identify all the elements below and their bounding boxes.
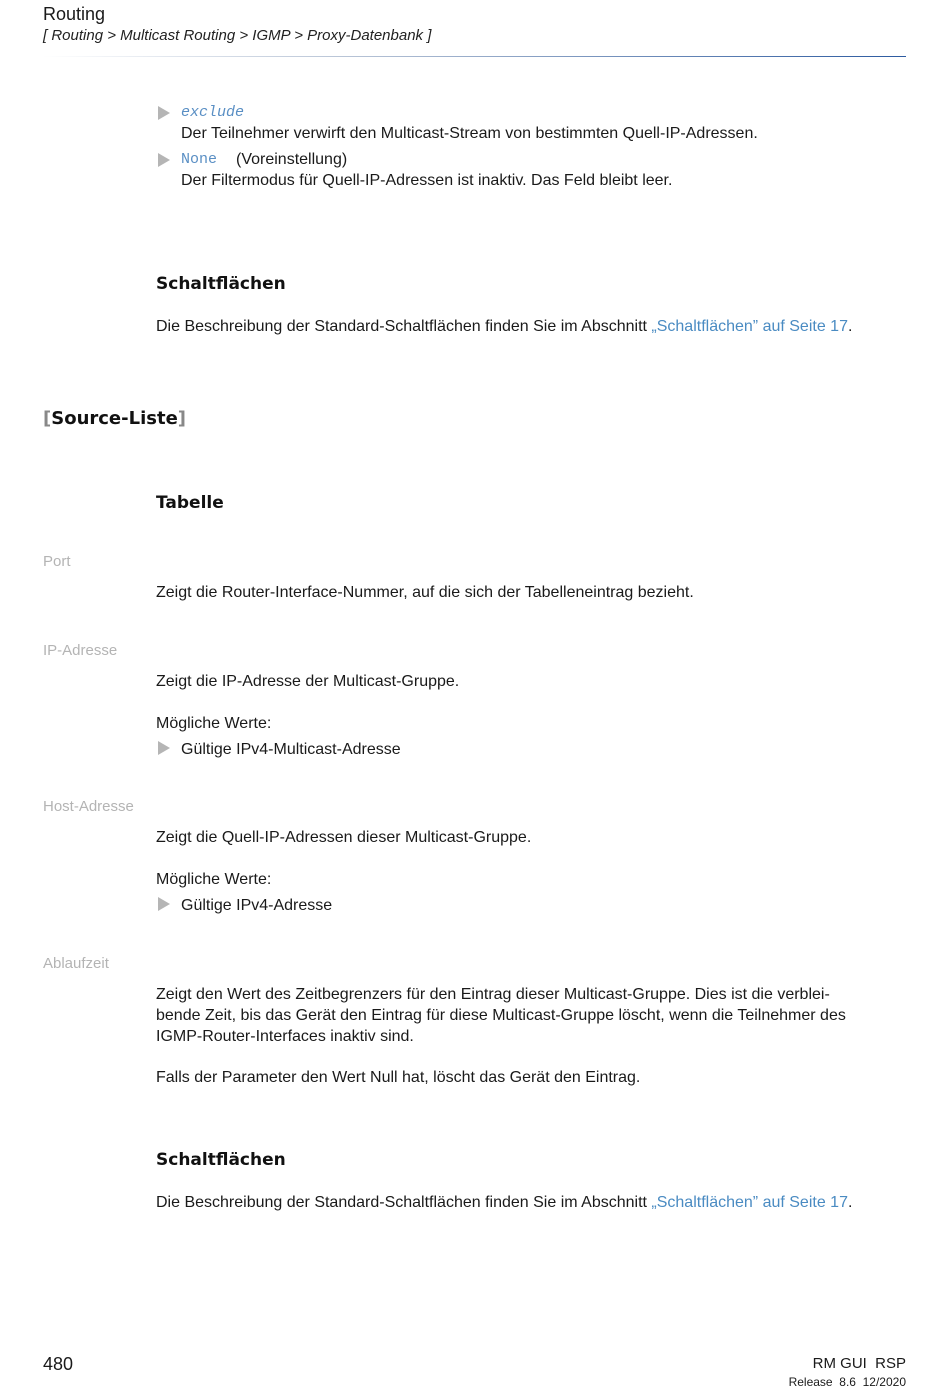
filter-value-none: None xyxy=(181,151,218,168)
buttons-description-text: Die Beschreibung der Standard-Schaltflächen finden Sie im Abschnitt xyxy=(156,318,652,335)
possible-value-item: Gültige IPv4-Multicast-Adresse xyxy=(181,741,401,758)
bracket-open: [ xyxy=(43,408,52,429)
buttons-description xyxy=(156,1193,852,1213)
possible-values-label: Mögliche Werte: xyxy=(156,715,272,732)
buttons-link[interactable]: „Schaltflächen” auf Seite 17 xyxy=(651,1194,848,1211)
buttons-description xyxy=(156,317,852,337)
release-info: Release 8.6 12/2020 xyxy=(788,1375,906,1389)
filter-description-none: Der Filtermodus für Quell-IP-Adressen ist inaktiv. Das Feld bleibt leer. xyxy=(181,172,673,189)
section-heading-buttons: Schaltflächen xyxy=(156,274,286,294)
param-description-expiry-line-3: IGMP-Router-Interfaces inaktiv sind. xyxy=(156,1028,414,1045)
bullet-triangle-icon xyxy=(158,897,170,911)
possible-values-label: Mögliche Werte: xyxy=(156,871,272,888)
buttons-description-text: Die Beschreibung der Standard-Schaltflächen finden Sie im Abschnitt xyxy=(156,1194,652,1211)
param-description-expiry-line-2: bende Zeit, bis das Gerät den Eintrag für diese Multicast-Gruppe löscht, wenn die Teilnehmer des xyxy=(156,1007,846,1024)
bullet-triangle-icon xyxy=(158,153,170,167)
filter-value-exclude: exclude xyxy=(181,104,245,121)
filter-description-exclude: Der Teilnehmer verwirft den Multicast-Stream von bestimmten Quell-IP-Adressen. xyxy=(181,125,758,142)
section-heading-table: Tabelle xyxy=(156,493,224,513)
page-header-title: Routing xyxy=(43,4,106,24)
param-name-expiry: Ablaufzeit xyxy=(43,955,109,972)
source-list-title: Source-Liste xyxy=(51,408,178,429)
buttons-link[interactable]: „Schaltflächen” auf Seite 17 xyxy=(651,318,848,335)
buttons-description-end: . xyxy=(847,318,853,335)
param-name-port: Port xyxy=(43,553,71,570)
breadcrumb: [ Routing > Multicast Routing > IGMP > Proxy-Datenbank ] xyxy=(43,27,432,44)
section-heading-buttons: Schaltflächen xyxy=(156,1150,286,1170)
param-description-host-address: Zeigt die Quell-IP-Adressen dieser Multicast-Gruppe. xyxy=(156,829,532,846)
bullet-triangle-icon xyxy=(158,741,170,755)
filter-default-note: (Voreinstellung) xyxy=(236,151,348,168)
bullet-triangle-icon xyxy=(158,106,170,120)
param-note-expiry: Falls der Parameter den Wert Null hat, löscht das Gerät den Eintrag. xyxy=(156,1069,641,1086)
header-divider xyxy=(43,56,906,57)
param-name-host-address: Host-Adresse xyxy=(43,798,134,815)
buttons-description-end: . xyxy=(847,1194,853,1211)
possible-value-item: Gültige IPv4-Adresse xyxy=(181,897,333,914)
bracket-close: ] xyxy=(177,408,187,429)
page-number: 480 xyxy=(43,1354,74,1374)
document-name: RM GUI RSP xyxy=(812,1355,906,1372)
param-description-ip-address: Zeigt die IP-Adresse der Multicast-Gruppe. xyxy=(156,673,460,690)
section-title-source-list xyxy=(43,408,186,429)
param-description-expiry-line-1: Zeigt den Wert des Zeitbegrenzers für den Eintrag dieser Multicast-Gruppe. Dies ist die verblei- xyxy=(156,986,830,1003)
param-description-port: Zeigt die Router-Interface-Nummer, auf die sich der Tabelleneintrag bezieht. xyxy=(156,584,694,601)
param-name-ip-address: IP-Adresse xyxy=(43,642,118,659)
